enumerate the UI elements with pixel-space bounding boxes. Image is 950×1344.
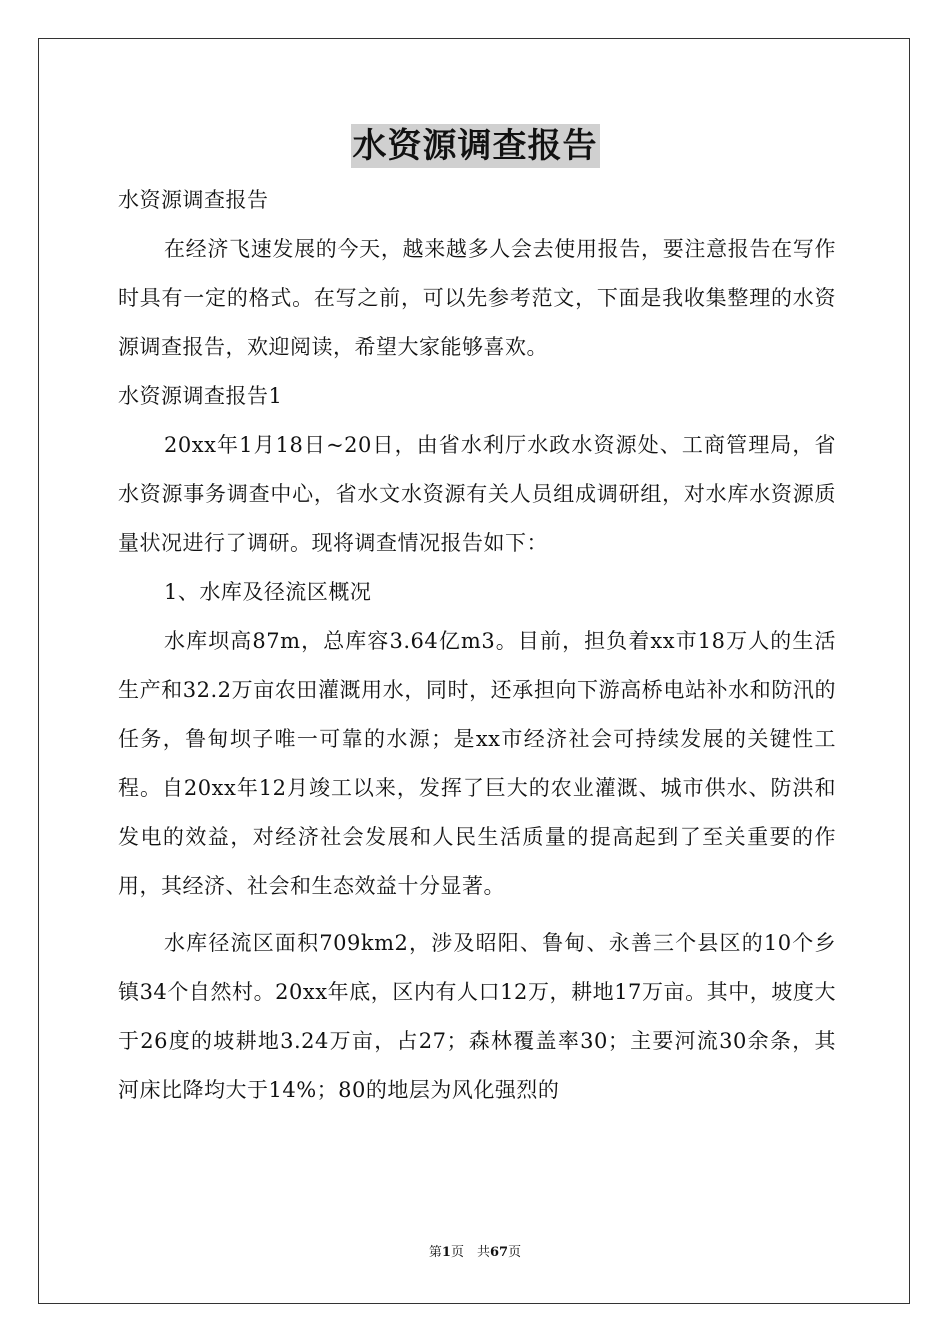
page-prefix: 第 [428, 1245, 442, 1260]
body-paragraph-3: 水库径流区面积709km2，涉及昭阳、鲁甸、永善三个县区的10个乡镇34个自然村。20xx年底，区内有人口12万，耕地17万亩。其中，坡度大于26度的坡耕地3.24万亩，占27；森林覆盖率30；主要河流30余条，其河床比降均大于14%；80的地层为风化强烈的 [118, 931, 836, 1102]
page-current: 1 [441, 1245, 451, 1260]
page-total: 67 [489, 1245, 509, 1260]
document-body [118, 176, 836, 1115]
section-title: 水资源调查报告1 [118, 384, 283, 408]
document-title: 水资源调查报告 [352, 126, 598, 166]
document-subtitle: 水资源调查报告 [118, 188, 269, 212]
body-paragraph-2: 水库坝高87m，总库容3.64亿m3。目前，担负着xx市18万人的生活生产和32.2万亩农田灌溉用水，同时，还承担向下游高桥电站补水和防汛的任务，鲁甸坝子唯一可靠的水源；是xx市经济社会可持续发展的关键性工程。自20xx年12月竣工以来，发挥了巨大的农业灌溉、城市供水、防洪和发电的效益，对经济社会发展和人民生活质量的提高起到了至关重要的作用，其经济、社会和生态效益十分显著。 [118, 629, 836, 898]
page-mid: 页 共 [450, 1245, 490, 1260]
title-container [0, 124, 950, 168]
intro-paragraph: 在经济飞速发展的今天，越来越多人会去使用报告，要注意报告在写作时具有一定的格式。在写之前，可以先参考范文，下面是我收集整理的水资源调查报告，欢迎阅读，希望大家能够喜欢。 [118, 237, 836, 359]
page-footer [0, 1244, 950, 1262]
subheading-1: 1、水库及径流区概况 [164, 580, 372, 604]
page-suffix: 页 [508, 1245, 522, 1260]
body-paragraph-1: 20xx年1月18日~20日，由省水利厅水政水资源处、工商管理局，省水资源事务调查中心，省水文水资源有关人员组成调研组，对水库水资源质量状况进行了调研。现将调查情况报告如下： [118, 433, 836, 555]
